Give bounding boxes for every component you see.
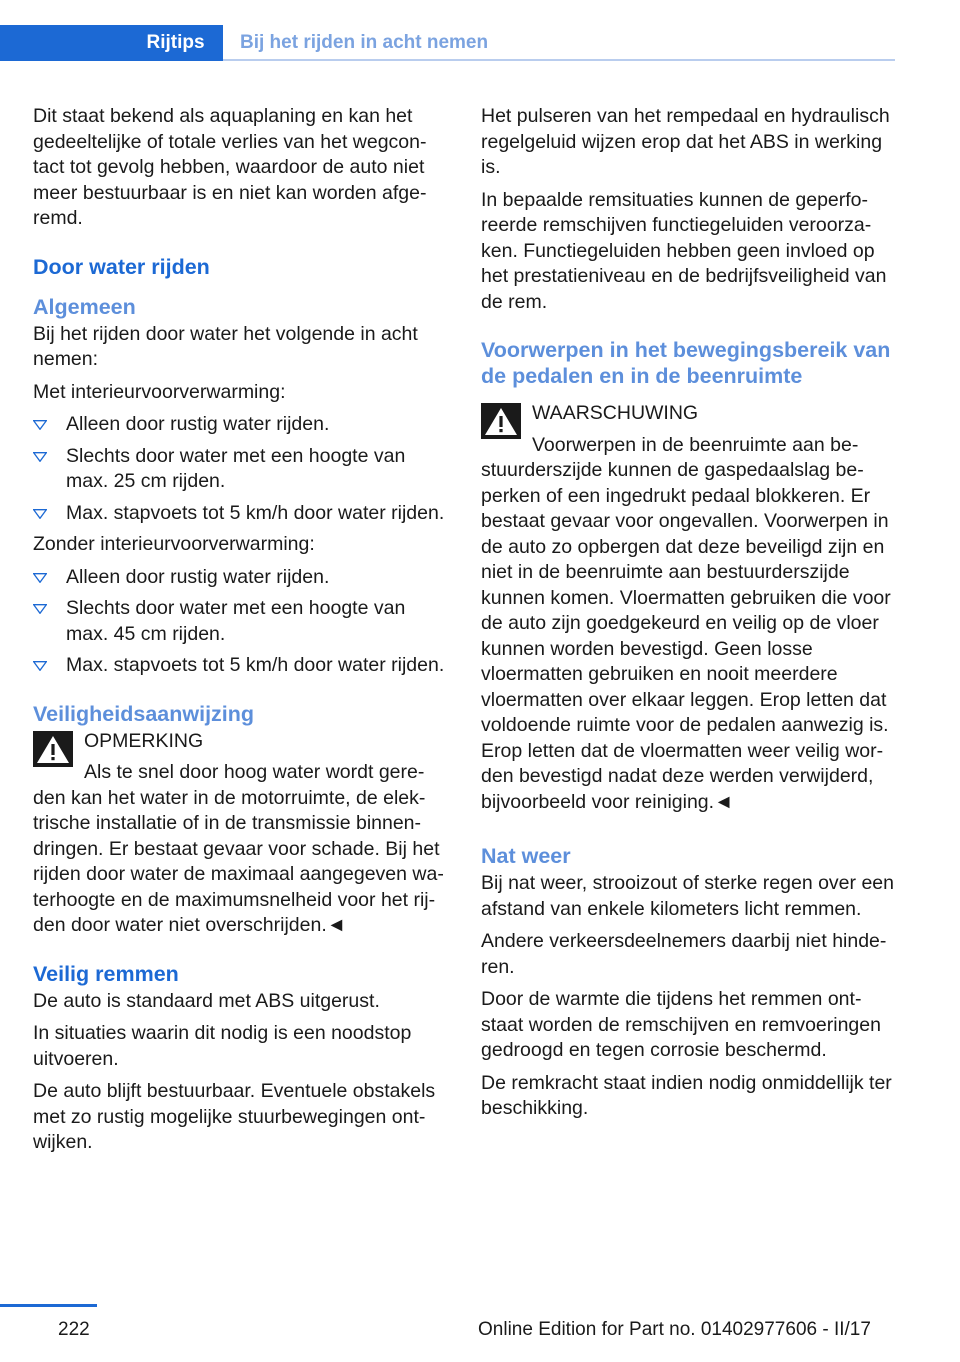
heading-veilig-remmen: Veilig remmen xyxy=(33,961,179,986)
warning-title: WAARSCHUWING xyxy=(532,402,699,424)
paragraph-abs: De auto is standaard met ABS uitgerust. xyxy=(33,989,380,1012)
list-item-text: Max. stapvoets tot 5 km/h door water rijden. xyxy=(66,654,445,676)
list-item xyxy=(33,653,447,679)
notice-box xyxy=(33,729,447,939)
warning-triangle-icon xyxy=(33,731,73,767)
header-color-block xyxy=(0,25,128,61)
triangle-bullet-icon xyxy=(33,604,47,614)
edition-label: Online Edition for Part no. 01402977606 - II/17 xyxy=(478,1319,871,1340)
list-item xyxy=(33,596,447,647)
triangle-bullet-icon xyxy=(33,509,47,519)
list-item-text: Max. stapvoets tot 5 km/h door water rijden. xyxy=(66,501,445,524)
list-item-text: Slechts door water met een hoogte van max. 45 cm rijden. xyxy=(66,597,406,645)
page-number: 222 xyxy=(58,1319,90,1340)
triangle-bullet-icon xyxy=(33,452,47,462)
paragraph-steerable: De auto blijft bestuurbaar. Eventuele obstakels met zo rustig mogelijke stuurbewegingen ontwijken. xyxy=(33,1080,436,1153)
chapter-title: Bij het rijden in acht nemen xyxy=(240,32,489,53)
heading-nat-weer: Nat weer xyxy=(481,844,571,868)
warning-text: Voorwerpen in de beenruimte aan bestuurderszijde kunnen de gaspedaalslag beperken of een ingedrukt pedaal blokkeren. Er bestaat gevaar voor ongevallen. Voorwerpen in de auto zo opbergen dat deze beveiligd zijn en niet in de beenruimte aan bestuurderszijde kunnen komen. Vloermatten gebruiken die voor de auto zijn goedgekeurd en veilig op de vloer kunnen worden bevestigd. Geen losse vloermatten gebruiken en nooit meerdere vloermatten over elkaar leggen. Erop letten dat voldoende ruimte voor de pedalen aanwezig is. Erop letten dat de vloermatten weer veilig worden bevestigd nadat deze werden verwijderd, bijvoorbeeld voor reiniging.◄ xyxy=(481,433,891,813)
paragraph-brake-discs: In bepaalde remsituaties kunnen de geperforeerde remschijven functiegeluiden veroorzaken. Functiegeluiden hebben geen invloed op het prestatieniveau en de bedrijfsveiligheid van de rem. xyxy=(481,188,887,313)
right-column xyxy=(481,104,895,1129)
heading-voorwerpen: Voorwerpen in het bewegingsbereik van de pedalen en in de beenruimte xyxy=(481,338,891,388)
list-with-heating xyxy=(33,412,447,526)
notice-title: OPMERKING xyxy=(84,729,204,752)
section-tab: Rijtips xyxy=(128,25,223,61)
label-with-heating: Met interieurvoorverwarming: xyxy=(33,380,286,403)
paragraph-wet-4: De remkracht staat indien nodig onmiddellijk ter beschikking. xyxy=(481,1071,892,1119)
triangle-bullet-icon xyxy=(33,420,47,430)
list-without-heating xyxy=(33,565,447,679)
paragraph-abs-pulse: Het pulseren van het rempedaal en hydraulisch regelgeluid wijzen erop dat het ABS in werking is. xyxy=(481,105,890,178)
page-header xyxy=(0,25,895,63)
paragraph-wet-3: Door de warmte die tijdens het remmen ontstaat worden de remschijven en remvoeringen gedroogd en tegen corrosie beschermd. xyxy=(481,988,881,1061)
left-column xyxy=(33,104,447,1163)
list-item xyxy=(33,412,447,438)
header-divider xyxy=(223,59,895,61)
triangle-bullet-icon xyxy=(33,661,47,671)
heading-algemeen: Algemeen xyxy=(33,294,136,319)
notice-text: Als te snel door hoog water wordt gereden kan het water in de motorruimte, de elektrische installatie of in de transmissie binnendringen. Er bestaat gevaar voor schade. Bij het rijden door water de maximaal aangegeven waterhoogte en de maximumsnelheid voor het rijden door water niet overschrijden.◄ xyxy=(33,761,444,936)
list-item-text: Slechts door water met een hoogte van max. 25 cm rijden. xyxy=(66,444,406,492)
list-item-text: Alleen door rustig water rijden. xyxy=(66,413,330,435)
paragraph-aquaplaning: Dit staat bekend als aquaplaning en kan het gedeeltelijke of totale verlies van het wegcontact tot gevolg hebben, waardoor de auto niet meer bestuurbaar is en niet kan worden afgeremd. xyxy=(33,105,427,229)
list-item xyxy=(33,444,447,495)
paragraph-emergency-stop: In situaties waarin dit nodig is een noodstop uitvoeren. xyxy=(33,1022,412,1070)
warning-triangle-icon xyxy=(481,403,521,439)
triangle-bullet-icon xyxy=(33,573,47,583)
heading-veiligheidsaanwijzing: Veiligheidsaanwijzing xyxy=(33,701,255,726)
footer-accent-line xyxy=(0,1304,97,1307)
list-item xyxy=(33,501,447,527)
warning-box xyxy=(481,401,895,815)
list-item xyxy=(33,565,447,591)
paragraph-wet-1: Bij nat weer, strooizout of sterke regen over een afstand van enkele kilometers licht remmen. xyxy=(481,872,894,920)
heading-door-water-rijden: Door water rijden xyxy=(33,254,210,279)
label-without-heating: Zonder interieurvoorverwarming: xyxy=(33,533,315,555)
list-item-text: Alleen door rustig water rijden. xyxy=(66,565,330,588)
paragraph-general: Bij het rijden door water het volgende in acht nemen: xyxy=(33,322,418,370)
paragraph-wet-2: Andere verkeersdeelnemers daarbij niet hinderen. xyxy=(481,930,887,978)
